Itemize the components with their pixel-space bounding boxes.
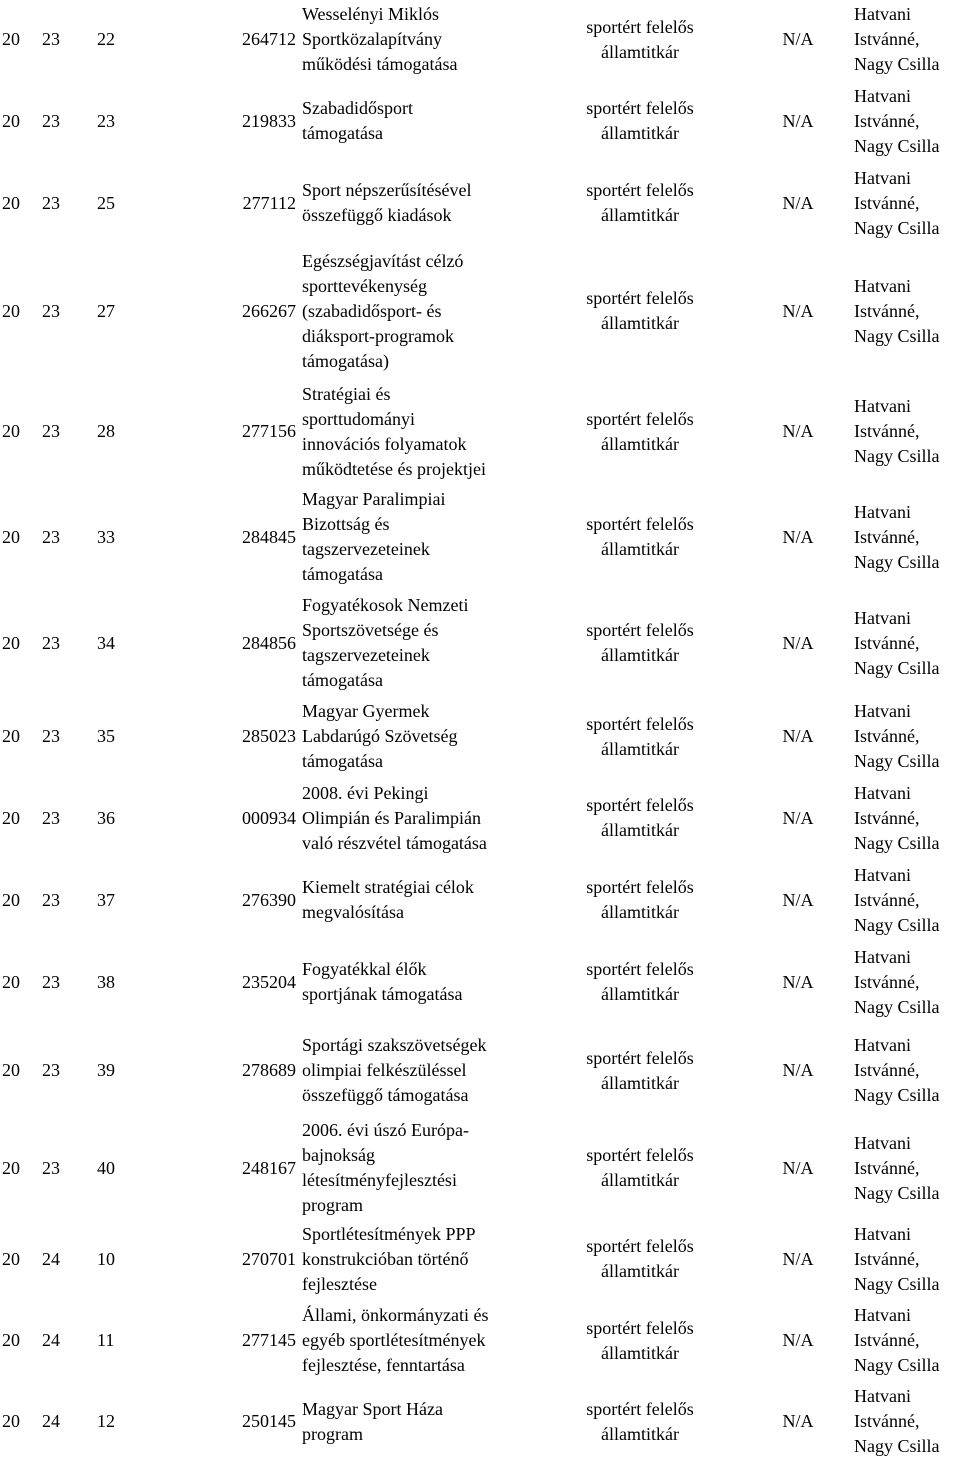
- program-name-cell-line: 2008. évi Pekingi: [302, 782, 429, 803]
- contact-line: Hatvani: [854, 864, 911, 885]
- table-row: [0, 941, 960, 1023]
- contact-line: Hatvani: [854, 607, 911, 628]
- contact-line: Nagy Csilla: [854, 1085, 940, 1105]
- program-name-cell-line: fejlesztése, fenntartása: [302, 1355, 465, 1375]
- contact-line: Istvánné,: [854, 889, 920, 910]
- program-name-cell: [302, 79, 538, 163]
- program-name-cell-line: Kiemelt stratégiai célok: [302, 877, 474, 897]
- responsible-cell-line: sportért felelős: [586, 514, 694, 534]
- program-name-cell: [302, 1381, 538, 1462]
- contact-line: Hatvani: [854, 946, 911, 967]
- chapter-cell: 20: [2, 632, 20, 653]
- na-cell: N/A: [782, 1060, 814, 1080]
- responsible-cell: [538, 696, 742, 777]
- program-name-cell-line: Sportközalapítvány: [302, 29, 442, 49]
- program-name-cell: [302, 243, 538, 379]
- program-name-cell-line: Bizottság és: [302, 514, 390, 534]
- program-name-cell-line: Fogyatékosok Nemzeti: [302, 595, 469, 615]
- title-cell: 23: [42, 29, 60, 49]
- program-name-cell-line: Fogyatékkal élők: [302, 959, 427, 979]
- code-cell: 284856: [242, 632, 296, 653]
- responsible-cell-line: államtitkár: [601, 902, 679, 922]
- na-cell: N/A: [782, 1248, 814, 1269]
- program-name-cell: [302, 1118, 538, 1218]
- program-name-cell-line: támogatása: [302, 123, 383, 143]
- chapter-cell: 20: [2, 726, 20, 746]
- contact-cell: [854, 590, 960, 696]
- program-name-cell-line: olimpiai felkészüléssel: [302, 1060, 467, 1080]
- program-name-cell-line: konstrukcióban történő: [302, 1248, 469, 1269]
- contact-line: Hatvani: [854, 4, 911, 24]
- na-cell: N/A: [782, 421, 814, 441]
- subtitle-cell: 36: [97, 807, 115, 828]
- title-cell: 23: [42, 1060, 60, 1080]
- program-name-cell-line: tagszervezeteinek: [302, 539, 430, 559]
- table-row: [0, 79, 960, 163]
- contact-cell: [854, 484, 960, 590]
- contact-line: Istvánné,: [854, 29, 920, 49]
- contact-cell: [854, 1218, 960, 1300]
- contact-line: Nagy Csilla: [854, 1182, 940, 1203]
- contact-line: Nagy Csilla: [854, 217, 940, 238]
- program-name-cell-line: program: [302, 1423, 363, 1444]
- program-name-cell-line: bajnokság: [302, 1145, 375, 1165]
- program-name-cell: [302, 1300, 538, 1381]
- responsible-cell-line: sportért felelős: [586, 959, 694, 979]
- table-row: [0, 0, 960, 79]
- responsible-cell: [538, 243, 742, 379]
- na-cell: N/A: [782, 889, 814, 910]
- responsible-cell-line: sportért felelős: [586, 408, 694, 429]
- responsible-cell-line: államtitkár: [601, 1170, 679, 1190]
- code-cell: 250145: [242, 1411, 296, 1431]
- responsible-cell-line: sportért felelős: [586, 1398, 694, 1419]
- program-name-cell-line: sporttudományi: [302, 408, 415, 429]
- subtitle-cell: 37: [97, 889, 115, 910]
- table-row: [0, 777, 960, 859]
- contact-line: Nagy Csilla: [854, 914, 940, 935]
- program-name-cell: [302, 379, 538, 484]
- contact-line: Nagy Csilla: [854, 325, 940, 346]
- contact-line: Hatvani: [854, 1386, 911, 1406]
- contact-line: Istvánné,: [854, 421, 920, 441]
- chapter-cell: 20: [2, 300, 20, 321]
- na-cell: N/A: [782, 29, 814, 49]
- contact-line: Istvánné,: [854, 192, 920, 213]
- program-name-cell-line: 2006. évi úszó Európa-: [302, 1120, 469, 1140]
- responsible-cell: [538, 484, 742, 590]
- code-cell: 266267: [242, 300, 296, 321]
- contact-line: Nagy Csilla: [854, 1273, 940, 1294]
- responsible-cell-line: sportért felelős: [586, 713, 694, 734]
- subtitle-cell: 22: [97, 29, 115, 49]
- program-name-cell-line: Szabadidősport: [302, 98, 413, 118]
- code-cell: 277156: [242, 421, 296, 441]
- chapter-cell: 20: [2, 1330, 20, 1350]
- contact-cell: [854, 1118, 960, 1218]
- chapter-cell: 20: [2, 29, 20, 49]
- na-cell: N/A: [782, 971, 814, 992]
- chapter-cell: 20: [2, 1248, 20, 1269]
- contact-line: Istvánné,: [854, 300, 920, 321]
- subtitle-cell: 27: [97, 300, 115, 321]
- contact-line: Istvánné,: [854, 1157, 920, 1178]
- program-name-cell-line: megvalósítása: [302, 902, 404, 922]
- subtitle-cell: 10: [97, 1248, 115, 1269]
- contact-line: Istvánné,: [854, 110, 920, 131]
- title-cell: 23: [42, 110, 60, 131]
- program-name-cell-line: összefüggő kiadások: [302, 205, 452, 225]
- program-name-cell-line: diáksport-programok: [302, 325, 454, 346]
- contact-line: Nagy Csilla: [854, 832, 940, 853]
- program-name-cell-line: működési támogatása: [302, 54, 458, 74]
- na-cell: N/A: [782, 1157, 814, 1178]
- title-cell: 23: [42, 300, 60, 321]
- chapter-cell: 20: [2, 889, 20, 910]
- na-cell: N/A: [782, 807, 814, 828]
- na-cell: N/A: [782, 632, 814, 653]
- na-cell: N/A: [782, 110, 814, 131]
- program-name-cell-line: Sportági szakszövetségek: [302, 1035, 487, 1055]
- program-name-cell-line: Stratégiai és: [302, 383, 391, 404]
- title-cell: 23: [42, 1157, 60, 1178]
- program-name-cell: [302, 1023, 538, 1118]
- responsible-cell: [538, 79, 742, 163]
- contact-line: Hatvani: [854, 396, 911, 416]
- chapter-cell: 20: [2, 110, 20, 131]
- contact-line: Istvánné,: [854, 632, 920, 653]
- subtitle-cell: 11: [97, 1330, 115, 1350]
- subtitle-cell: 28: [97, 421, 115, 441]
- title-cell: 24: [42, 1330, 60, 1350]
- responsible-cell-line: sportért felelős: [586, 180, 694, 200]
- table-row: [0, 859, 960, 941]
- contact-cell: [854, 243, 960, 379]
- responsible-cell-line: sportért felelős: [586, 288, 694, 308]
- contact-line: Istvánné,: [854, 971, 920, 992]
- program-name-cell-line: tagszervezeteinek: [302, 645, 430, 665]
- title-cell: 23: [42, 526, 60, 547]
- code-cell: 264712: [242, 29, 296, 49]
- program-name-cell: [302, 859, 538, 941]
- responsible-cell-line: sportért felelős: [586, 1317, 694, 1338]
- responsible-cell-line: sportért felelős: [586, 795, 694, 815]
- table-row: [0, 1381, 960, 1462]
- program-name-cell-line: sportjának támogatása: [302, 984, 463, 1004]
- code-cell: 277145: [242, 1330, 296, 1350]
- responsible-cell-line: államtitkár: [601, 1072, 679, 1093]
- contact-cell: [854, 0, 960, 79]
- subtitle-cell: 25: [97, 192, 115, 213]
- program-name-cell-line: Labdarúgó Szövetség: [302, 726, 458, 746]
- contact-line: Hatvani: [854, 1305, 911, 1325]
- program-name-cell-line: Egészségjavítást célzó: [302, 250, 464, 271]
- subtitle-cell: 34: [97, 632, 115, 653]
- program-name-cell: [302, 696, 538, 777]
- responsible-cell: [538, 1023, 742, 1118]
- program-name-cell-line: Sport népszerűsítésével: [302, 180, 472, 200]
- contact-cell: [854, 1300, 960, 1381]
- responsible-cell-line: sportért felelős: [586, 877, 694, 897]
- program-name-cell-line: Magyar Paralimpiai: [302, 489, 446, 509]
- program-name-cell: [302, 484, 538, 590]
- program-name-cell-line: Magyar Gyermek: [302, 701, 430, 721]
- na-cell: N/A: [782, 1330, 814, 1350]
- contact-cell: [854, 1381, 960, 1462]
- contact-line: Nagy Csilla: [854, 657, 940, 678]
- responsible-cell: [538, 163, 742, 243]
- contact-line: Hatvani: [854, 701, 911, 721]
- chapter-cell: 20: [2, 1157, 20, 1178]
- table-row: [0, 163, 960, 243]
- responsible-cell-line: államtitkár: [601, 1423, 679, 1444]
- program-name-cell-line: fejlesztése: [302, 1273, 377, 1294]
- responsible-cell-line: államtitkár: [601, 123, 679, 143]
- contact-line: Hatvani: [854, 782, 911, 803]
- program-name-cell-line: támogatása: [302, 564, 383, 584]
- contact-cell: [854, 379, 960, 484]
- responsible-cell-line: államtitkár: [601, 820, 679, 840]
- table-row: [0, 1300, 960, 1381]
- title-cell: 23: [42, 807, 60, 828]
- responsible-cell-line: államtitkár: [601, 313, 679, 333]
- program-name-cell: [302, 163, 538, 243]
- subtitle-cell: 35: [97, 726, 115, 746]
- responsible-cell-line: sportért felelős: [586, 620, 694, 640]
- responsible-cell-line: államtitkár: [601, 645, 679, 665]
- code-cell: 278689: [242, 1060, 296, 1080]
- contact-cell: [854, 163, 960, 243]
- chapter-cell: 20: [2, 192, 20, 213]
- responsible-cell-line: sportért felelős: [586, 98, 694, 118]
- program-name-cell-line: működtetése és projektjei: [302, 458, 486, 479]
- chapter-cell: 20: [2, 421, 20, 441]
- responsible-cell-line: államtitkár: [601, 984, 679, 1004]
- na-cell: N/A: [782, 1411, 814, 1431]
- code-cell: 276390: [242, 889, 296, 910]
- contact-line: Hatvani: [854, 85, 911, 106]
- contact-line: Istvánné,: [854, 1248, 920, 1269]
- program-name-cell-line: Magyar Sport Háza: [302, 1398, 443, 1419]
- program-name-cell-line: összefüggő támogatása: [302, 1085, 469, 1105]
- subtitle-cell: 39: [97, 1060, 115, 1080]
- table-row: [0, 484, 960, 590]
- table-row: [0, 696, 960, 777]
- na-cell: N/A: [782, 192, 814, 213]
- contact-line: Istvánné,: [854, 807, 920, 828]
- title-cell: 23: [42, 971, 60, 992]
- subtitle-cell: 33: [97, 526, 115, 547]
- contact-cell: [854, 859, 960, 941]
- program-name-cell-line: létesítményfejlesztési: [302, 1170, 457, 1190]
- contact-cell: [854, 1023, 960, 1118]
- program-name-cell-line: támogatása: [302, 670, 383, 690]
- program-name-cell: [302, 941, 538, 1023]
- code-cell: 219833: [242, 110, 296, 131]
- responsible-cell: [538, 859, 742, 941]
- responsible-cell: [538, 379, 742, 484]
- code-cell: 235204: [242, 971, 296, 992]
- code-cell: 248167: [242, 1157, 296, 1178]
- contact-line: Hatvani: [854, 1035, 911, 1055]
- responsible-cell: [538, 777, 742, 859]
- title-cell: 24: [42, 1411, 60, 1431]
- responsible-cell-line: államtitkár: [601, 433, 679, 454]
- contact-line: Hatvani: [854, 1132, 911, 1153]
- code-cell: 284845: [242, 526, 296, 547]
- table-row: [0, 590, 960, 696]
- code-cell: 285023: [242, 726, 296, 746]
- responsible-cell: [538, 941, 742, 1023]
- code-cell: 277112: [242, 192, 296, 213]
- program-name-cell-line: (szabadidősport- és: [302, 300, 442, 321]
- contact-line: Nagy Csilla: [854, 551, 940, 572]
- contact-line: Istvánné,: [854, 526, 920, 547]
- contact-cell: [854, 79, 960, 163]
- program-name-cell: [302, 1218, 538, 1300]
- program-name-cell-line: Állami, önkormányzati és: [302, 1305, 489, 1325]
- responsible-cell: [538, 1300, 742, 1381]
- chapter-cell: 20: [2, 526, 20, 547]
- responsible-cell: [538, 1381, 742, 1462]
- program-name-cell-line: innovációs folyamatok: [302, 433, 467, 454]
- program-name-cell-line: támogatása): [302, 350, 389, 371]
- contact-line: Nagy Csilla: [854, 135, 940, 156]
- contact-cell: [854, 941, 960, 1023]
- program-name-cell-line: való részvétel támogatása: [302, 832, 487, 853]
- responsible-cell-line: államtitkár: [601, 539, 679, 559]
- table-row: [0, 1023, 960, 1118]
- responsible-cell-line: államtitkár: [601, 41, 679, 62]
- title-cell: 23: [42, 632, 60, 653]
- program-name-cell-line: egyéb sportlétesítmények: [302, 1330, 486, 1350]
- responsible-cell-line: államtitkár: [601, 1342, 679, 1363]
- program-name-cell: [302, 777, 538, 859]
- contact-line: Nagy Csilla: [854, 996, 940, 1017]
- program-name-cell: [302, 590, 538, 696]
- responsible-cell: [538, 1118, 742, 1218]
- title-cell: 23: [42, 421, 60, 441]
- chapter-cell: 20: [2, 971, 20, 992]
- responsible-cell: [538, 1218, 742, 1300]
- program-name-cell-line: sporttevékenység: [302, 275, 427, 296]
- responsible-cell-line: államtitkár: [601, 738, 679, 759]
- contact-line: Hatvani: [854, 167, 911, 188]
- na-cell: N/A: [782, 526, 814, 547]
- na-cell: N/A: [782, 300, 814, 321]
- program-name-cell-line: támogatása: [302, 751, 383, 771]
- subtitle-cell: 23: [97, 110, 115, 131]
- contact-line: Hatvani: [854, 501, 911, 522]
- program-name-cell: [302, 0, 538, 79]
- responsible-cell-line: sportért felelős: [586, 1236, 694, 1256]
- contact-line: Nagy Csilla: [854, 446, 940, 466]
- na-cell: N/A: [782, 726, 814, 746]
- responsible-cell-line: sportért felelős: [586, 1145, 694, 1165]
- contact-line: Nagy Csilla: [854, 1355, 940, 1375]
- title-cell: 24: [42, 1248, 60, 1269]
- table-row: [0, 1118, 960, 1218]
- chapter-cell: 20: [2, 1060, 20, 1080]
- responsible-cell: [538, 0, 742, 79]
- code-cell: 270701: [242, 1248, 296, 1269]
- program-name-cell-line: Wesselényi Miklós: [302, 4, 440, 24]
- contact-cell: [854, 696, 960, 777]
- program-name-cell-line: Sportlétesítmények PPP: [302, 1223, 476, 1244]
- table-row: [0, 379, 960, 484]
- title-cell: 23: [42, 192, 60, 213]
- contact-line: Hatvani: [854, 1223, 911, 1244]
- title-cell: 23: [42, 726, 60, 746]
- contact-line: Istvánné,: [854, 1411, 920, 1431]
- contact-line: Istvánné,: [854, 726, 920, 746]
- title-cell: 23: [42, 889, 60, 910]
- contact-cell: [854, 777, 960, 859]
- program-name-cell-line: Olimpián és Paralimpián: [302, 807, 481, 828]
- chapter-cell: 20: [2, 807, 20, 828]
- subtitle-cell: 40: [97, 1157, 115, 1178]
- contact-line: Istvánné,: [854, 1060, 920, 1080]
- responsible-cell-line: sportért felelős: [586, 16, 694, 37]
- contact-line: Nagy Csilla: [854, 751, 940, 771]
- contact-line: Istvánné,: [854, 1330, 920, 1350]
- program-name-cell-line: Sportszövetsége és: [302, 620, 439, 640]
- table-row: [0, 243, 960, 379]
- responsible-cell-line: államtitkár: [601, 1261, 679, 1281]
- contact-line: Hatvani: [854, 275, 911, 296]
- chapter-cell: 20: [2, 1411, 20, 1431]
- subtitle-cell: 12: [97, 1411, 115, 1431]
- code-cell: 000934: [242, 807, 296, 828]
- responsible-cell-line: sportért felelős: [586, 1047, 694, 1068]
- responsible-cell: [538, 590, 742, 696]
- program-name-cell-line: program: [302, 1195, 363, 1215]
- table-row: [0, 1218, 960, 1300]
- contact-line: Nagy Csilla: [854, 54, 940, 74]
- contact-line: Nagy Csilla: [854, 1436, 940, 1456]
- subtitle-cell: 38: [97, 971, 115, 992]
- responsible-cell-line: államtitkár: [601, 205, 679, 225]
